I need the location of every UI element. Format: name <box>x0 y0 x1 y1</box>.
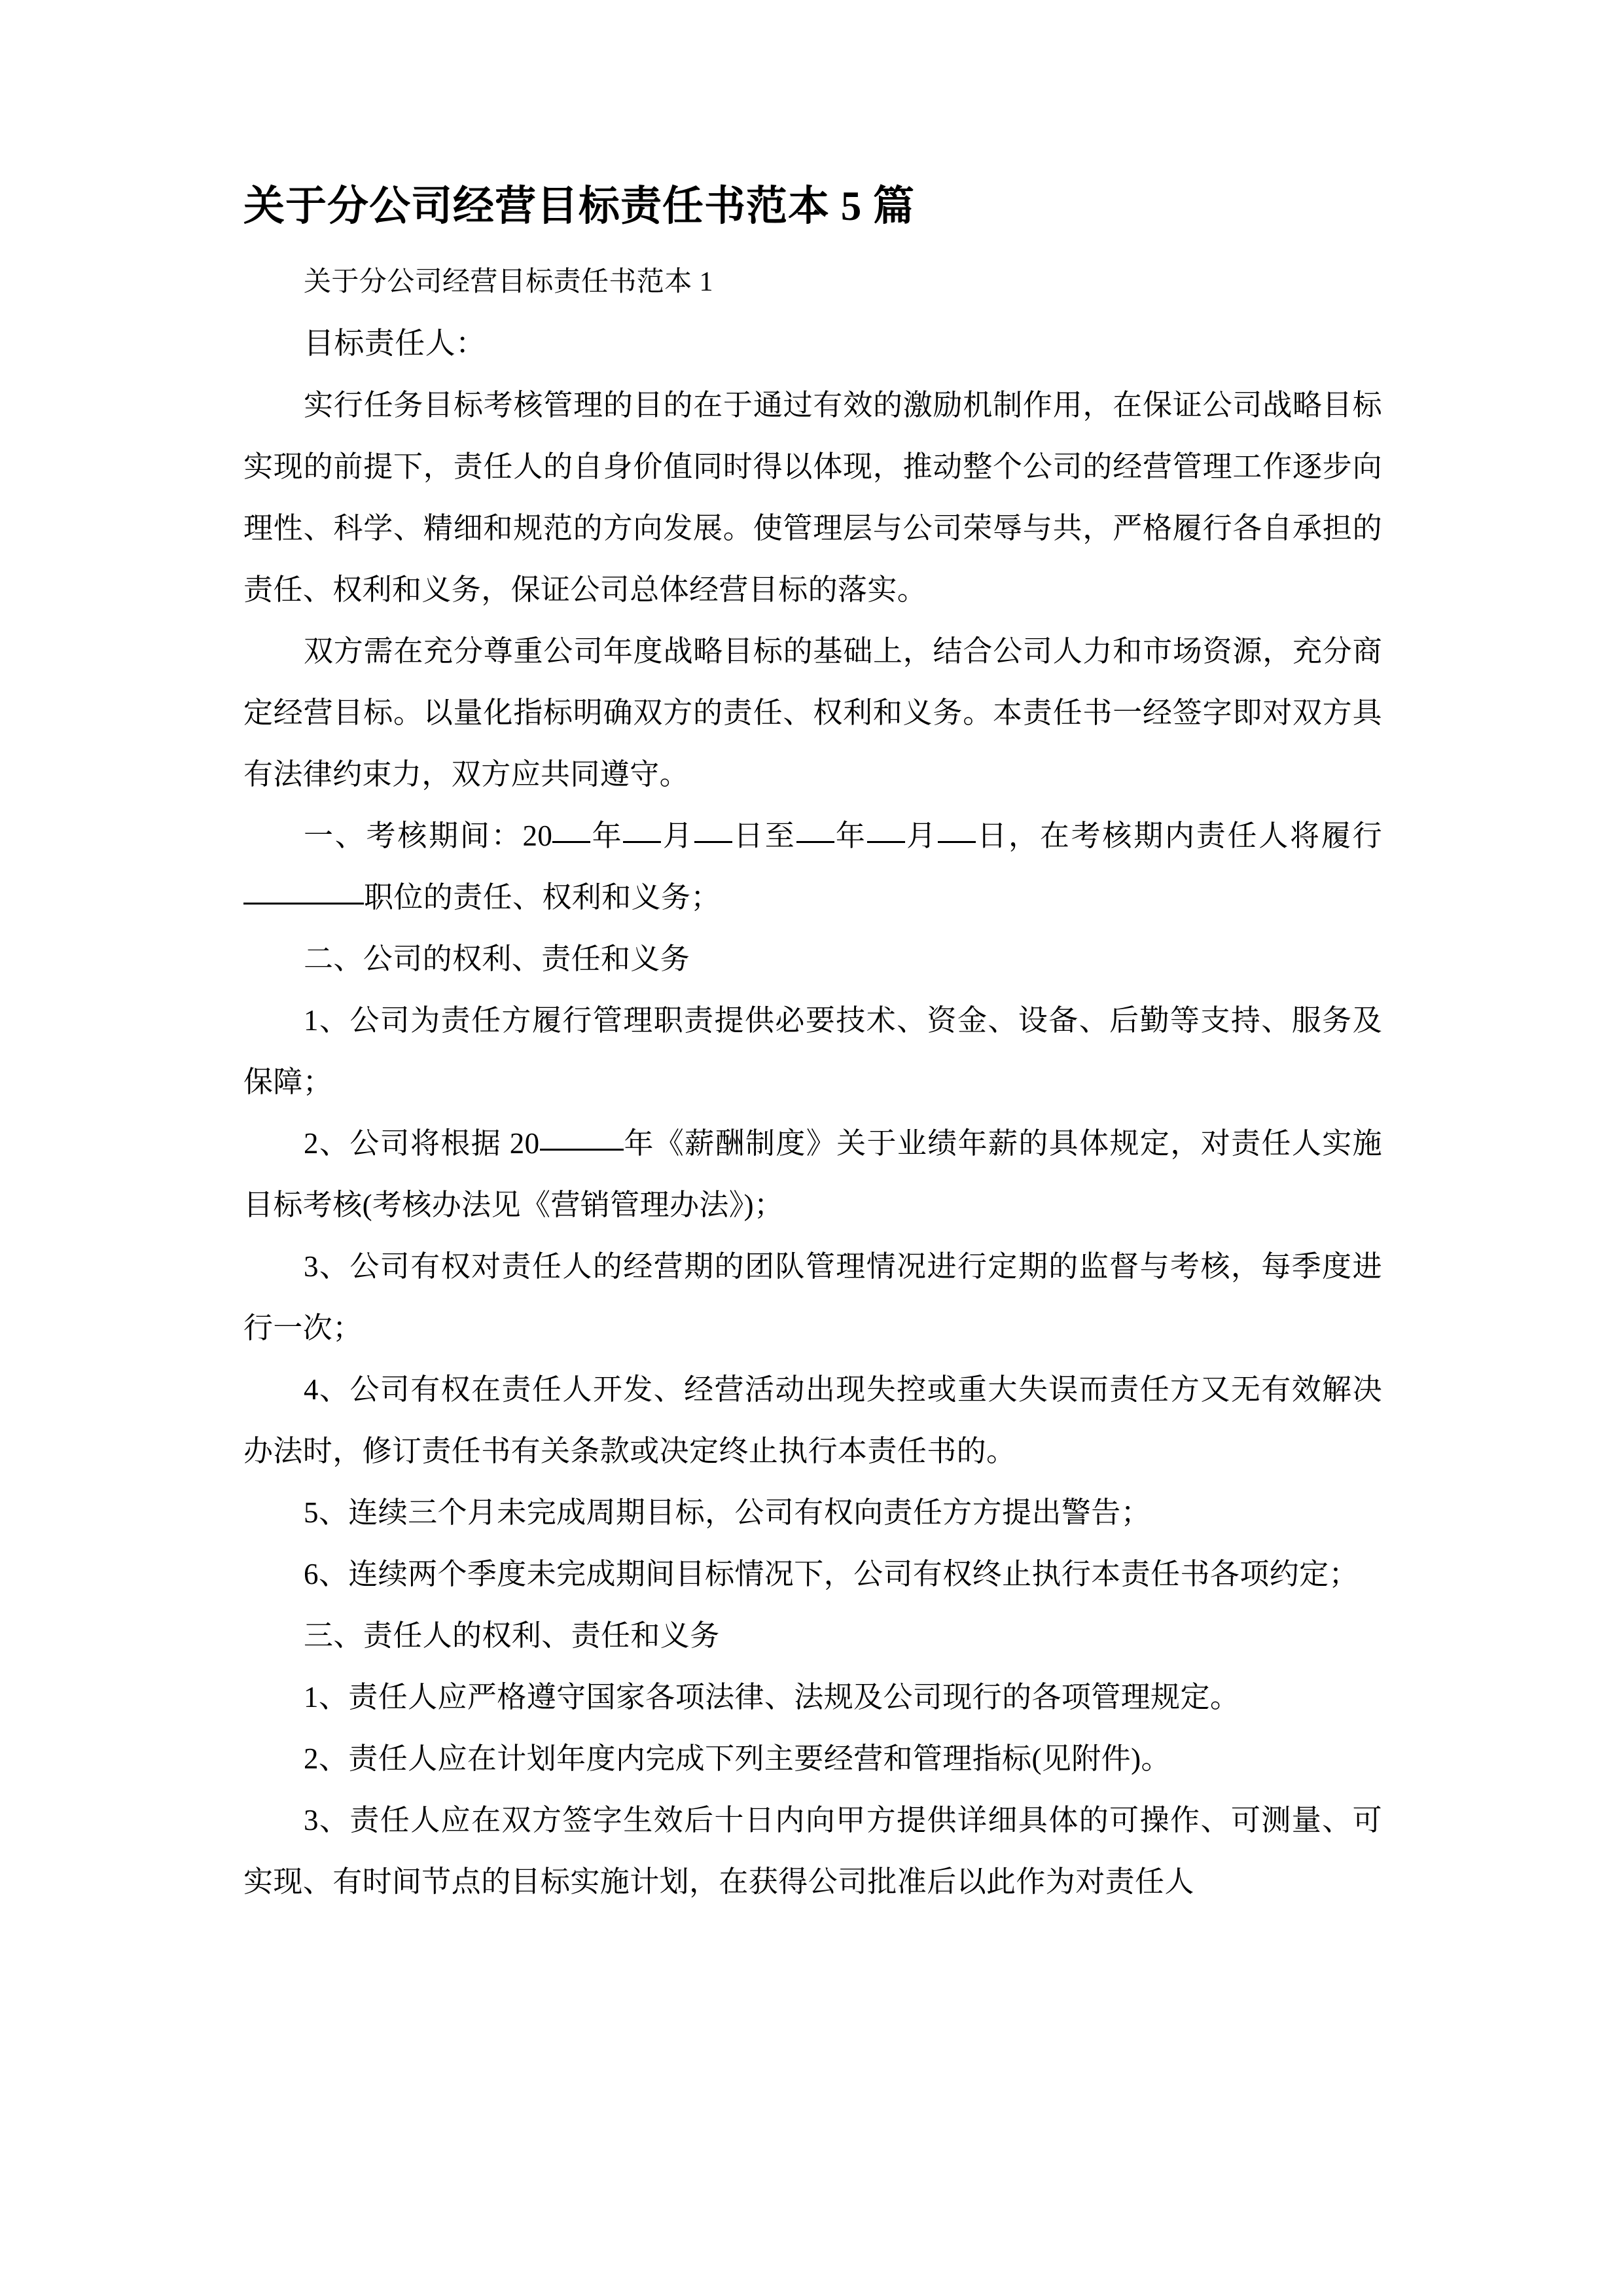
company-item-1: 1、公司为责任方履行管理职责提供必要技术、资金、设备、后勤等支持、服务及保障； <box>243 1004 1382 1098</box>
section-heading-company: 二、公司的权利、责任和义务 <box>304 942 690 975</box>
company-item-3: 3、公司有权对责任人的经营期的团队管理情况进行定期的监督与考核，每季度进行一次； <box>243 1250 1382 1344</box>
company-item-5: 5、连续三个月未完成周期目标，公司有权向责任方方提出警告； <box>304 1496 1151 1529</box>
clause-period-label-year-1: 年 <box>590 819 624 852</box>
responsible-item-3: 3、责任人应在双方签字生效后十日内向甲方提供详细具体的可操作、可测量、可实现、有时间节点的目标实施计划，在获得公司批准后以此作为对责任人 <box>243 1804 1382 1898</box>
clause-period-label-day-2: 日，在考核期内责任人将履行 <box>975 819 1383 852</box>
salutation-line: 目标责任人： <box>304 327 486 360</box>
clause-period-label-year-2: 年 <box>834 819 867 852</box>
clause-period-label-month-1: 月 <box>661 819 694 852</box>
blank-day-1[interactable] <box>694 841 732 843</box>
document-subtitle: 关于分公司经营目标责任书范本 1 <box>304 267 713 297</box>
paragraph-agreement: 双方需在充分尊重公司年度战略目标的基础上，结合公司人力和市场资源，充分商定经营目标。以量化指标明确双方的责任、权利和义务。本责任书一经签字即对双方具有法律约束力，双方应共同遵守。 <box>243 635 1382 791</box>
clause-period-label-month-2: 月 <box>904 819 938 852</box>
document-body <box>243 175 1382 1912</box>
company-item-4: 4、公司有权在责任人开发、经营活动出现失控或重大失误而责任方又无有效解决办法时，修订责任书有关条款或决定终止执行本责任书的。 <box>243 1373 1382 1467</box>
blank-position[interactable] <box>243 903 364 905</box>
clause-assessment-period <box>243 805 1382 928</box>
page-title: 关于分公司经营目标责任书范本 5 篇 <box>243 183 915 229</box>
company-item-2 <box>243 1113 1382 1236</box>
blank-salary-year[interactable] <box>540 1149 624 1151</box>
blank-day-2[interactable] <box>938 841 976 843</box>
clause-period-year-prefix: 20 <box>522 819 553 852</box>
blank-month-1[interactable] <box>623 841 661 843</box>
company-item-2-after-blank: 年《薪酬制度》关于业绩年薪的具体规定，对责任人实施目标考核(考核办法见《营销管理办法》)； <box>243 1127 1382 1221</box>
company-item-6: 6、连续两个季度未完成期间目标情况下，公司有权终止执行本责任书各项约定； <box>304 1558 1359 1590</box>
clause-period-label-day-1: 日至 <box>732 819 796 852</box>
responsible-item-1: 1、责任人应严格遵守国家各项法律、法规及公司现行的各项管理规定。 <box>304 1681 1240 1713</box>
paragraph-purpose: 实行任务目标考核管理的目的在于通过有效的激励机制作用，在保证公司战略目标实现的前提下，责任人的自身价值同时得以体现，推动整个公司的经营管理工作逐步向理性、科学、精细和规范的方向发展。使管理层与公司荣辱与共，严格履行各自承担的责任、权利和义务，保证公司总体经营目标的落实。 <box>243 389 1382 606</box>
blank-year-1[interactable] <box>552 841 590 843</box>
clause-period-suffix: 职位的责任、权利和义务； <box>364 881 721 914</box>
blank-year-2[interactable] <box>796 841 834 843</box>
blank-month-2[interactable] <box>867 841 905 843</box>
responsible-item-2: 2、责任人应在计划年度内完成下列主要经营和管理指标(见附件)。 <box>304 1742 1171 1775</box>
clause-period-prefix: 一、考核期间： <box>304 819 523 852</box>
section-heading-responsible: 三、责任人的权利、责任和义务 <box>304 1619 720 1652</box>
company-item-2-before-blank: 2、公司将根据 20 <box>304 1127 540 1160</box>
